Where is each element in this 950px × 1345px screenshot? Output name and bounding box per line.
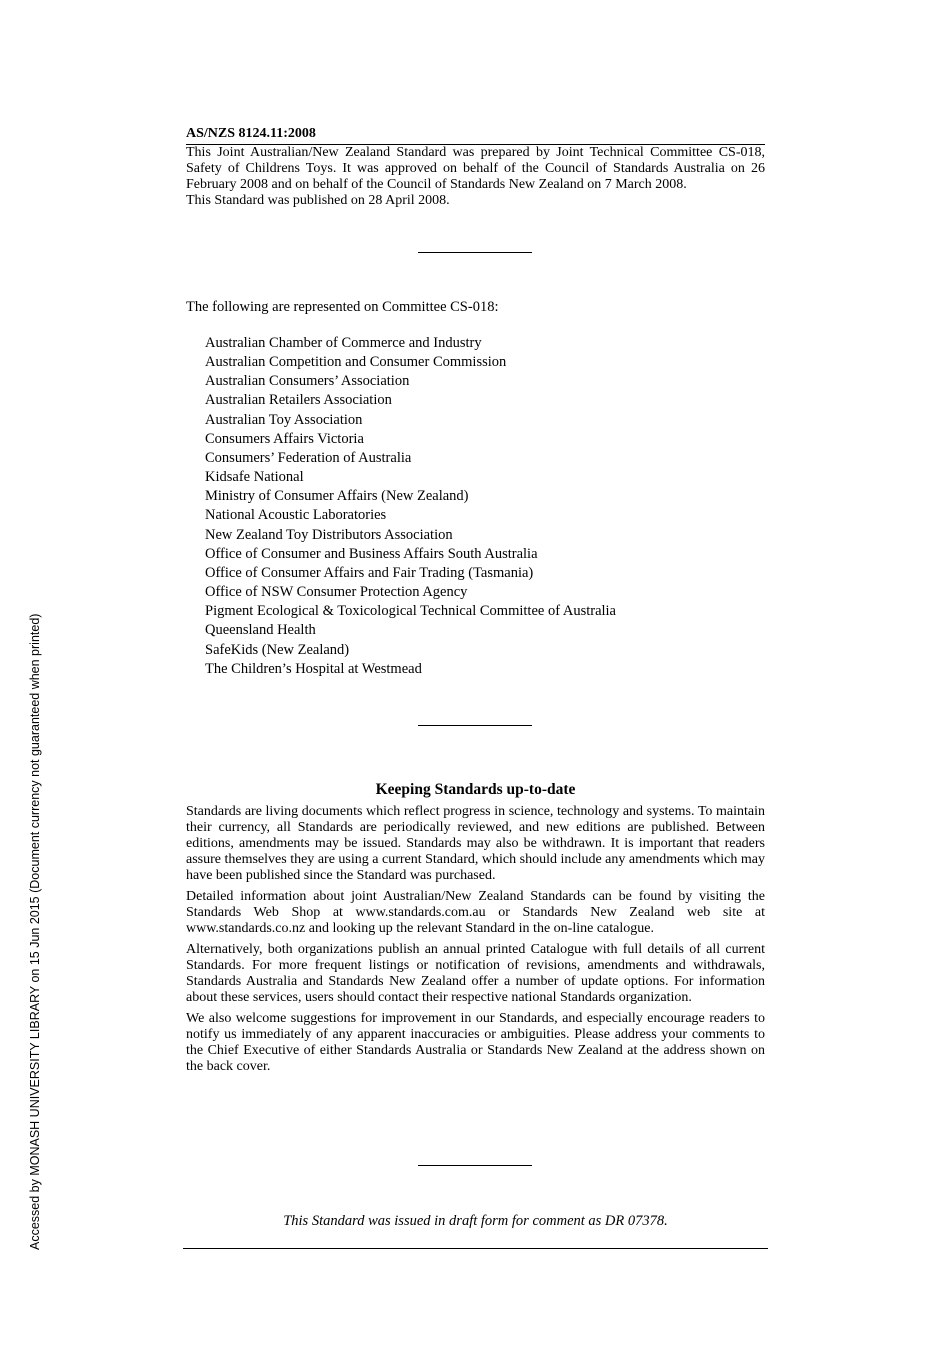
draft-note: This Standard was issued in draft form for comment as DR 07378. <box>283 1213 668 1229</box>
committee-member-list <box>205 334 616 679</box>
standard-code: AS/NZS 8124.11:2008 <box>186 126 316 141</box>
body-paragraph: We also welcome suggestions for improvement in our Standards, and especially encourage readers to notify us immediately of any apparent inaccuracies or ambiguities. Please address your comments to the Chief Executive of either Standards Australia or Standards New Zealand at the address shown on the back cover. <box>186 1011 765 1074</box>
access-watermark: Accessed by MONASH UNIVERSITY LIBRARY on 15 Jun 2015 (Document currency not guaranteed when printed) <box>28 613 42 1250</box>
body-paragraph: Standards are living documents which reflect progress in science, technology and systems. To maintain their currency, all Standards are periodically reviewed, and new editions are published. Between editions, amendments may be issued. Standards may also be withdrawn. It is important that readers assure themselves they are using a current Standard, which should include any amendments which may have been published since the Standard was purchased. <box>186 804 765 883</box>
list-item: Pigment Ecological & Toxicological Technical Committee of Australia <box>205 603 616 620</box>
list-item: Australian Competition and Consumer Commission <box>205 354 507 371</box>
list-item: Australian Chamber of Commerce and Industry <box>205 335 482 351</box>
separator-line <box>418 252 532 253</box>
list-item: Office of NSW Consumer Protection Agency <box>205 584 468 601</box>
list-item: SafeKids (New Zealand) <box>205 641 350 658</box>
separator-line <box>418 1165 532 1166</box>
committee-intro: The following are represented on Committee CS-018: <box>186 299 499 315</box>
separator-line <box>418 725 532 726</box>
approval-paragraph: This Joint Australian/New Zealand Standard was prepared by Joint Technical Committee CS-018, Safety of Childrens Toys. It was approved on behalf of the Council of Standards Australia on 26 February 2008 and on behalf of the Council of Standards New Zealand on 7 March 2008. <box>186 145 765 192</box>
list-item: Office of Consumer and Business Affairs South Australia <box>205 545 538 562</box>
list-item: Consumers’ Federation of Australia <box>205 449 412 466</box>
list-item: Australian Consumers’ Association <box>205 373 410 390</box>
list-item: New Zealand Toy Distributors Association <box>205 526 453 543</box>
body-paragraph: Alternatively, both organizations publish an annual printed Catalogue with full details of all current Standards. For more frequent listings or notification of revisions, amendments and withdrawals, Standards Australia and Standards New Zealand offer a number of update options. For information about these services, users should contact their respective national Standards organization. <box>186 942 765 1005</box>
intro-block <box>186 145 765 209</box>
list-item: The Children’s Hospital at Westmead <box>205 660 422 677</box>
publication-paragraph: This Standard was published on 28 April 2008. <box>186 193 450 208</box>
list-item: Kidsafe National <box>205 469 304 486</box>
keeping-standards-body <box>186 804 765 1080</box>
list-item: Australian Retailers Association <box>205 392 392 409</box>
footer-rule <box>183 1248 768 1249</box>
section-heading: Keeping Standards up-to-date <box>375 781 576 798</box>
list-item: Office of Consumer Affairs and Fair Trading (Tasmania) <box>205 564 534 581</box>
list-item: Ministry of Consumer Affairs (New Zealand) <box>205 488 469 505</box>
list-item: Australian Toy Association <box>205 411 363 428</box>
list-item: National Acoustic Laboratories <box>205 507 387 524</box>
body-paragraph: Detailed information about joint Australian/New Zealand Standards can be found by visiting the Standards Web Shop at www.standards.com.au or Standards New Zealand web site at www.standards.co.nz and looking up the relevant Standard in the on-line catalogue. <box>186 889 765 936</box>
list-item: Queensland Health <box>205 622 316 639</box>
list-item: Consumers Affairs Victoria <box>205 430 364 447</box>
